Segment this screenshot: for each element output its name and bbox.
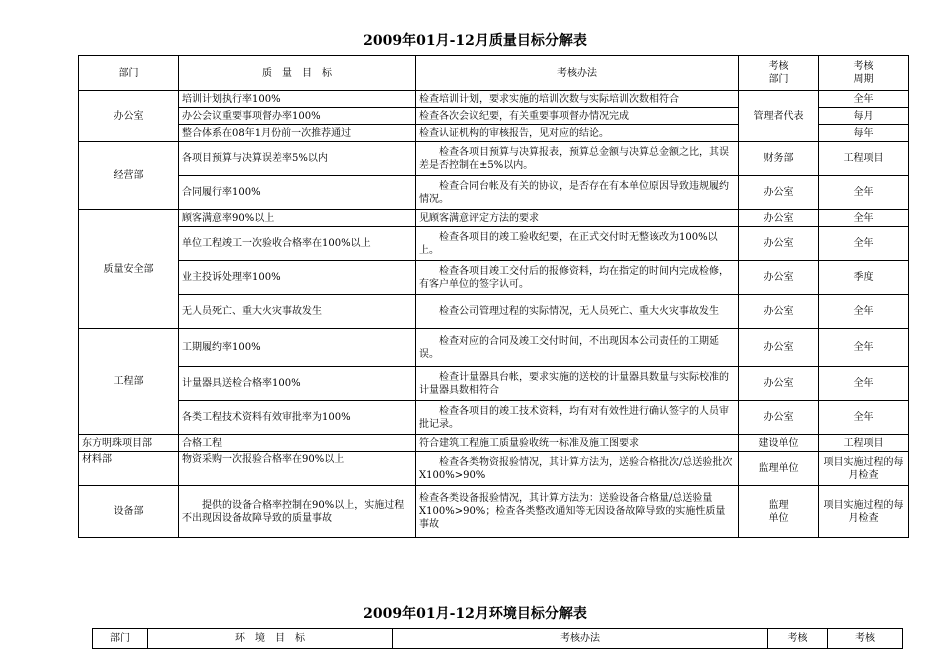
dept-cell: 办公室 [79,91,179,142]
dept-cell: 设备部 [79,486,179,538]
header-method: 考核办法 [416,56,739,91]
cycle-cell: 季度 [819,261,909,295]
goal-cell: 各类工程技术资料有效审批率为100% [179,401,416,435]
header-check-dept: 考核 [768,629,828,649]
dept-cell: 材料部 [79,452,179,486]
method-cell: 检查各类物资报验情况，其计算方法为，送验合格批次/总送验批次 X100%>90% [416,452,739,486]
cycle-cell: 全年 [819,329,909,367]
table-row [79,91,909,108]
quality-table-title: 2009年01月-12月质量目标分解表 [363,33,587,49]
method-cell: 检查各项目预算与决算报表，预算总金额与决算总金额之比，其误差是否控制在±5%以内。 [416,142,739,176]
environment-goals-table [92,628,903,649]
method-cell: 检查合同台帐及有关的协议，是否存在有本单位原因导致违规履约情况。 [416,176,739,210]
method-cell: 检查各项目的竣工技术资料，均有对有效性进行确认签字的人员审批记录。 [416,401,739,435]
cycle-cell: 全年 [819,295,909,329]
dept-cell: 经营部 [79,142,179,210]
goal-cell: 提供的设备合格率控制在90%以上，实施过程不出现因设备故障导致的质量事故 [179,486,416,538]
cycle-cell: 项目实施过程的每月检查 [819,486,909,538]
check-dept-cell: 财务部 [739,142,819,176]
check-dept-cell: 建设单位 [739,435,819,452]
table-row [79,486,909,538]
cycle-cell: 项目实施过程的每月检查 [819,452,909,486]
table-row [79,435,909,452]
table-row [79,227,909,261]
cycle-cell: 每年 [819,125,909,142]
method-cell: 见顾客满意评定方法的要求 [416,210,739,227]
header-dept: 部门 [93,629,148,649]
method-cell: 检查各类设备报验情况，其计算方法为：送验设备合格量/总送验量 X100%>90%；检查各类整改通知等无因设备故障导致的实施性质量事故 [416,486,739,538]
check-dept-cell: 办公室 [739,176,819,210]
method-cell: 检查对应的合同及竣工交付时间，不出现因本公司责任的工期延误。 [416,329,739,367]
method-cell: 检查公司管理过程的实际情况，无人员死亡、重大火灾事故发生 [416,295,739,329]
goal-cell: 业主投诉处理率100% [179,261,416,295]
table-row [79,367,909,401]
table-header-row [93,629,903,649]
header-method: 考核办法 [393,629,768,649]
method-cell: 检查各项目的竣工验收纪要，在正式交付时无整该改为100%以上。 [416,227,739,261]
table-row [79,329,909,367]
check-dept-cell: 监理 单位 [739,486,819,538]
check-dept-cell: 办公室 [739,367,819,401]
header-check-dept: 考核 部门 [739,56,819,91]
goal-cell: 物资采购一次报验合格率在90%以上 [179,452,416,486]
check-dept-cell: 办公室 [739,227,819,261]
goal-cell: 合格工程 [179,435,416,452]
check-dept-cell: 办公室 [739,401,819,435]
cycle-cell: 工程项目 [819,142,909,176]
goal-cell: 各项目预算与决算误差率5%以内 [179,142,416,176]
table-row [79,452,909,486]
goal-cell: 培训计划执行率100% [179,91,416,108]
header-cycle: 考核 周期 [819,56,909,91]
cycle-cell: 工程项目 [819,435,909,452]
check-dept-cell: 监理单位 [739,452,819,486]
goal-cell: 无人员死亡、重大火灾事故发生 [179,295,416,329]
dept-cell: 东方明珠项目部 [79,435,179,452]
method-cell: 检查各项目竣工交付后的报修资料，均在指定的时间内完成检修，有客户单位的签字认可。 [416,261,739,295]
cycle-cell: 全年 [819,367,909,401]
goal-cell: 整合体系在08年1月份前一次推荐通过 [179,125,416,142]
check-dept-cell: 管理者代表 [739,91,819,142]
cycle-cell: 全年 [819,91,909,108]
cycle-cell: 全年 [819,401,909,435]
cycle-cell: 全年 [819,227,909,261]
method-cell: 检查培训计划，要求实施的培训次数与实际培训次数相符合 [416,91,739,108]
header-cycle: 考核 [828,629,903,649]
goal-cell: 计量器具送检合格率100% [179,367,416,401]
dept-cell: 工程部 [79,329,179,435]
table-row [79,210,909,227]
cycle-cell: 全年 [819,176,909,210]
method-cell: 检查计量器具台帐，要求实施的送校的计量器具数量与实际校准的计量器具数相符合 [416,367,739,401]
goal-cell: 工期履约率100% [179,329,416,367]
cycle-cell: 每月 [819,108,909,125]
header-goal: 质 量 目 标 [179,56,416,91]
header-goal: 环 境 目 标 [148,629,393,649]
check-dept-cell: 办公室 [739,329,819,367]
header-dept: 部门 [79,56,179,91]
table-row [79,261,909,295]
goal-cell: 顾客满意率90%以上 [179,210,416,227]
goal-cell: 合同履行率100% [179,176,416,210]
check-dept-cell: 办公室 [739,261,819,295]
table-row [79,142,909,176]
table-row [79,295,909,329]
method-cell: 符合建筑工程施工质量验收统一标准及施工图要求 [416,435,739,452]
environment-table-title: 2009年01月-12月环境目标分解表 [363,606,587,622]
quality-goals-table [78,55,909,538]
dept-cell: 质量安全部 [79,210,179,329]
method-cell: 检查认证机构的审核报告，见对应的结论。 [416,125,739,142]
cycle-cell: 全年 [819,210,909,227]
table-row [79,401,909,435]
table-header-row [79,56,909,91]
check-dept-cell: 办公室 [739,210,819,227]
goal-cell: 办公会议重要事项督办率100% [179,108,416,125]
goal-cell: 单位工程竣工一次验收合格率在100%以上 [179,227,416,261]
method-cell: 检查各次会议纪要，有关重要事项督办情况完成 [416,108,739,125]
table-row [79,176,909,210]
check-dept-cell: 办公室 [739,295,819,329]
